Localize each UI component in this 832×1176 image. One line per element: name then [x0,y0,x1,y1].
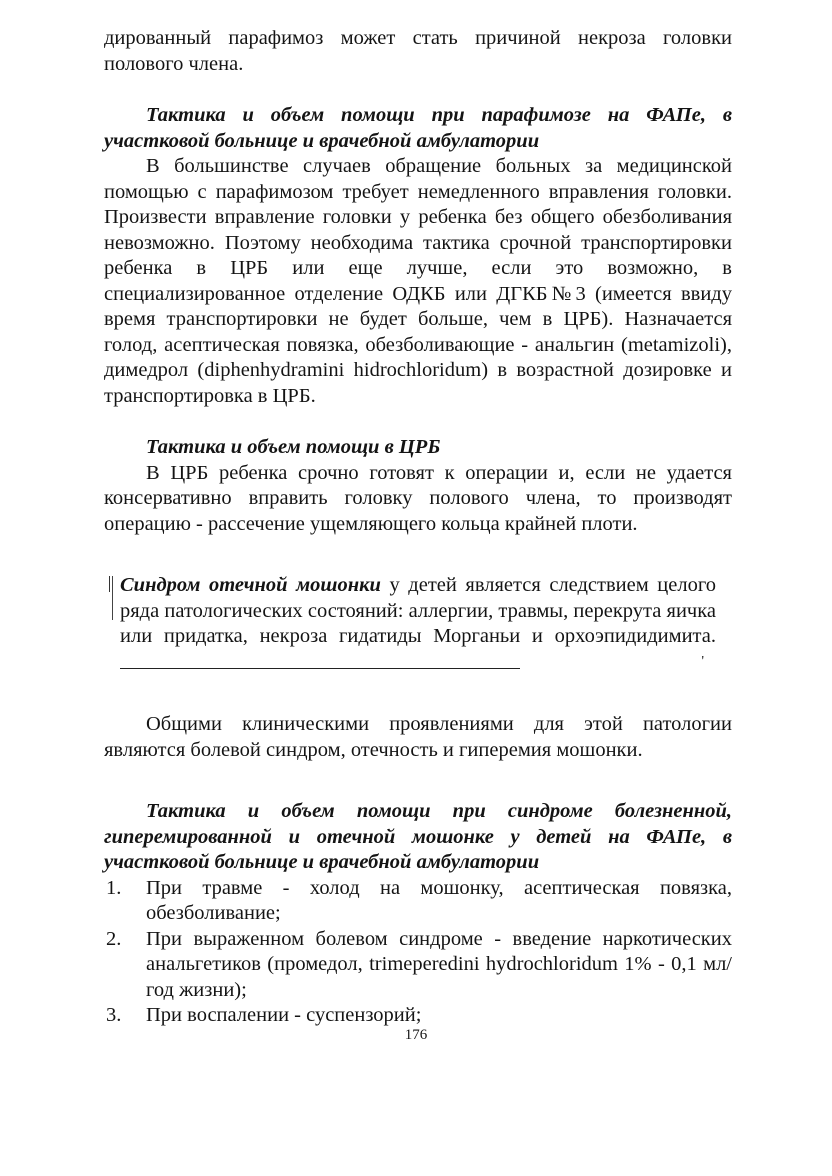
list-item [104,1003,732,1029]
page-body [104,26,732,1029]
list-item [104,927,732,1004]
list-item [104,876,732,927]
tactics-list [104,876,732,1029]
list-item-number: 3. [106,1004,122,1026]
tick-mark: ' [701,654,704,669]
list-item-number: 1. [106,876,122,899]
list-item-text: При воспалении - суспензорий; [146,1004,422,1026]
list-item-text: При травме - холод на мошонку, асептическая повязка, обезболивание; [146,876,732,924]
heading-crb-tactics: Тактика и объем помощи в ЦРБ [146,436,441,458]
paragraph-continuation: дированный парафимоз может стать причиной некроза головки полового члена. [104,27,732,75]
paragraph-clinical-signs: Общими клиническими проявлениями для этой патологии являются болевой синдром, отечность и гиперемия мошонки. [104,713,732,761]
margin-bracket-line [112,576,113,620]
heading-scrotal-tactics: Тактика и объем помощи при синдроме болезненной, гиперемированной и отечной мошонке у детей на ФАПе, в участковой больнице и врачебной амбулатории [104,800,732,873]
paragraph-paraphimosis-tactics: В большинстве случаев обращение больных за медицинской помощью с парафимозом требует немедленного вправления головки. Произвести вправление головки у ребенка без общего обезболивания невозможно. Поэтому необходима тактика срочной транспортировки ребенка в ЦРБ или еще лучше, если это возможно, в специализированное отделение ОДКБ или ДГКБ№3 (имеется ввиду время транспортировки не будет больше, чем в ЦРБ). Назначается голод, асептическая повязка, обезболивающие - анальгин (metamizoli), димедрол (diphenhydramini hidrochloridum) в возрастной дозировке и транспортировка в ЦРБ. [104,155,732,407]
scrotal-syndrome-block [120,573,716,676]
term-scrotal-syndrome: Синдром отечной мошонки [120,574,381,596]
list-item-text: При выраженном болевом синдроме - введение наркотических анальгетиков (промедол, trimeperedini hydrochloridum 1% - 0,1 мл/ год жизни); [146,927,732,1001]
scrotal-syndrome-definition: у детей является следствием целого ряда патологических состояний: аллергии, травмы, перекрута яичка или придатка, некроза гидатиды Морганьи и орхоэпидидимита. [120,574,716,647]
paragraph-scrotal-syndrome [120,573,716,676]
paragraph-crb-tactics: В ЦРБ ребенка срочно готовят к операции и, если не удается консервативно вправить головку полового члена, то производят операцию - рассечение ущемляющего кольца крайней плоти. [104,461,732,535]
underline-blank [120,650,520,669]
heading-paraphimosis-fap: Тактика и объем помощи при парафимозе на ФАПе, в участковой больнице и врачебной амбулатории [104,104,732,152]
list-item-number: 2. [106,927,122,950]
page-number: 176 [404,1027,428,1043]
